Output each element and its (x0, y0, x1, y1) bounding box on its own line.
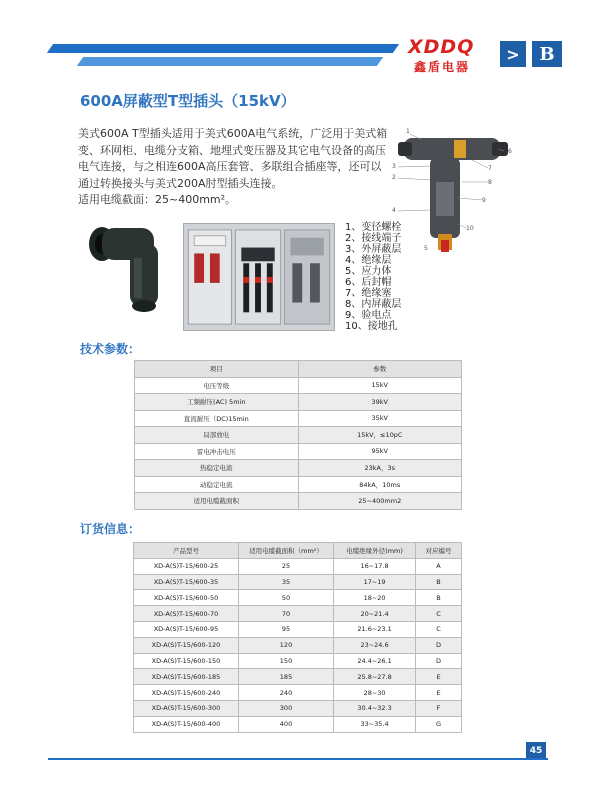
table-cell: 300 (238, 700, 333, 716)
section-letter-badge: B (532, 41, 562, 67)
table-cell: 15kV (298, 377, 462, 394)
table-row (134, 590, 462, 606)
table-row (135, 377, 462, 394)
table-cell: 28~30 (334, 685, 416, 701)
table-cell: D (416, 653, 462, 669)
table-header-row (135, 361, 462, 378)
table-cell: 35kV (298, 410, 462, 427)
chevron-right-icon[interactable]: > (500, 41, 526, 67)
table-cell: 动稳定电流 (135, 476, 299, 493)
table-cell: 24.4~26.1 (334, 653, 416, 669)
table-cell: 23~24.6 (334, 637, 416, 653)
page-title: 600A屏蔽型T型插头（15kV） (80, 92, 296, 110)
diagram-label: 10 (466, 225, 474, 232)
table-cell: 雷电冲击电压 (135, 443, 299, 460)
table-row (135, 460, 462, 477)
table-cell: 16~17.8 (334, 558, 416, 574)
table-cell: 20~21.4 (334, 606, 416, 622)
parts-legend-item: 9、验电点 (345, 310, 392, 321)
intro-line: 通过转换接头与美式200A肘型插头连接。 (78, 176, 283, 190)
table-cell: C (416, 606, 462, 622)
table-row (135, 427, 462, 444)
column-header: 项目 (135, 361, 299, 378)
table-cell: 50 (238, 590, 333, 606)
diagram-label: 1 (406, 128, 410, 135)
table-cell: D (416, 637, 462, 653)
parts-legend-item: 4、绝缘层 (345, 255, 392, 266)
table-cell: 39kV (298, 394, 462, 411)
table-row (134, 574, 462, 590)
table-cell: 直流耐压（DC)15min (135, 410, 299, 427)
table-cell: C (416, 621, 462, 637)
header-stripe-top (47, 44, 399, 53)
column-header: 产品型号 (134, 543, 239, 559)
diagram-label: 7 (488, 165, 492, 172)
table-cell: 70 (238, 606, 333, 622)
table-row (135, 394, 462, 411)
table-cell: 23kA，3s (298, 460, 462, 477)
intro-line: 电气连接，与之相连600A高压套管、多联组合插座等，还可以 (78, 160, 382, 173)
cross-section-note: 适用电缆截面：25~400mm²。 (78, 193, 237, 206)
table-cell: 15kV，≤10pC (298, 427, 462, 444)
table-row (135, 476, 462, 493)
table-cell: 35 (238, 574, 333, 590)
table-cell: 适用电缆截面积 (135, 493, 299, 510)
brand-name: 鑫盾电器 (414, 60, 471, 74)
table-row (134, 621, 462, 637)
parts-legend-item: 7、绝缘塞 (345, 288, 392, 299)
table-row (134, 716, 462, 732)
table-cell: 120 (238, 637, 333, 653)
t-plug-diagram-image (392, 122, 516, 252)
table-header-row (134, 543, 462, 559)
intro-line: 变、环网柜、电缆分支箱、地埋式变压器及其它电气设备的高压 (78, 143, 386, 157)
header-stripe-bottom (77, 57, 383, 66)
installation-photo-cabinet (183, 223, 335, 331)
parts-legend-item: 6、后封帽 (345, 277, 392, 288)
parts-legend-item: 8、内屏蔽层 (345, 299, 402, 310)
tech-params-table (134, 360, 462, 510)
parts-legend-item: 2、接线端子 (345, 233, 402, 244)
footer-divider (48, 758, 548, 760)
table-cell: 240 (238, 685, 333, 701)
table-cell: E (416, 669, 462, 685)
table-row (135, 410, 462, 427)
brand-logo (408, 36, 488, 76)
table-row (134, 653, 462, 669)
table-row (134, 700, 462, 716)
table-cell: 400 (238, 716, 333, 732)
table-cell: 150 (238, 653, 333, 669)
diagram-label: 3 (392, 163, 396, 170)
table-cell: 25~400mm2 (298, 493, 462, 510)
table-cell: 局部放电 (135, 427, 299, 444)
table-cell: 25 (238, 558, 333, 574)
table-cell: XD-A(S)T-15/600-185 (134, 669, 239, 685)
parts-legend (345, 222, 401, 332)
table-cell: 95kV (298, 443, 462, 460)
diagram-label: 2 (392, 174, 396, 181)
table-cell: XD-A(S)T-15/600-300 (134, 700, 239, 716)
intro-paragraph (78, 126, 388, 209)
table-cell: 17~19 (334, 574, 416, 590)
parts-legend-item: 3、外屏蔽层 (345, 244, 402, 255)
brand-logo-text: XDDQ (408, 36, 475, 58)
diagram-label: 4 (392, 207, 396, 214)
table-row (135, 443, 462, 460)
table-cell: 工频耐压(AC) 5min (135, 394, 299, 411)
product-photo-connector (82, 218, 172, 314)
table-cell: 95 (238, 621, 333, 637)
table-row (134, 606, 462, 622)
table-cell: XD-A(S)T-15/600-95 (134, 621, 239, 637)
diagram-label: 8 (488, 179, 492, 186)
table-cell: XD-A(S)T-15/600-150 (134, 653, 239, 669)
diagram-label: 5 (424, 245, 428, 252)
table-cell: 33~35.4 (334, 716, 416, 732)
table-row (134, 669, 462, 685)
table-cell: A (416, 558, 462, 574)
table-cell: XD-A(S)T-15/600-240 (134, 685, 239, 701)
parts-legend-item: 5、应力体 (345, 266, 392, 277)
intro-line: 美式600A T型插头适用于美式600A电气系统，广泛用于美式箱 (78, 127, 388, 140)
table-cell: XD-A(S)T-15/600-50 (134, 590, 239, 606)
table-row (134, 558, 462, 574)
table-cell: 84kA，10ms (298, 476, 462, 493)
table-cell: XD-A(S)T-15/600-70 (134, 606, 239, 622)
column-header: 参数 (298, 361, 462, 378)
parts-legend-item: 1、变径螺栓 (345, 222, 402, 233)
column-header: 电缆绝缘外径(mm) (334, 543, 416, 559)
table-cell: B (416, 574, 462, 590)
table-cell: 电压等级 (135, 377, 299, 394)
table-cell: 21.6~23.1 (334, 621, 416, 637)
table-cell: G (416, 716, 462, 732)
column-header: 适用电缆截面积（mm²） (238, 543, 333, 559)
table-row (134, 637, 462, 653)
table-cell: XD-A(S)T-15/600-35 (134, 574, 239, 590)
table-cell: E (416, 685, 462, 701)
table-cell: 25.8~27.8 (334, 669, 416, 685)
table-cell: XD-A(S)T-15/600-120 (134, 637, 239, 653)
table-cell: F (416, 700, 462, 716)
table-cell: 30.4~32.3 (334, 700, 416, 716)
table-cell: 18~20 (334, 590, 416, 606)
table-cell: 热稳定电流 (135, 460, 299, 477)
table-cell: 185 (238, 669, 333, 685)
order-info-heading: 订货信息： (80, 522, 141, 536)
tech-params-heading: 技术参数： (80, 342, 141, 356)
table-row (135, 493, 462, 510)
table-cell: XD-A(S)T-15/600-25 (134, 558, 239, 574)
parts-legend-item: 10、接地孔 (345, 321, 398, 332)
page-number: 45 (526, 742, 546, 760)
diagram-label: 9 (482, 197, 486, 204)
table-row (134, 685, 462, 701)
table-cell: B (416, 590, 462, 606)
table-cell: XD-A(S)T-15/600-400 (134, 716, 239, 732)
order-info-table (133, 542, 462, 733)
diagram-label: 6 (508, 148, 512, 155)
column-header: 对应编号 (416, 543, 462, 559)
